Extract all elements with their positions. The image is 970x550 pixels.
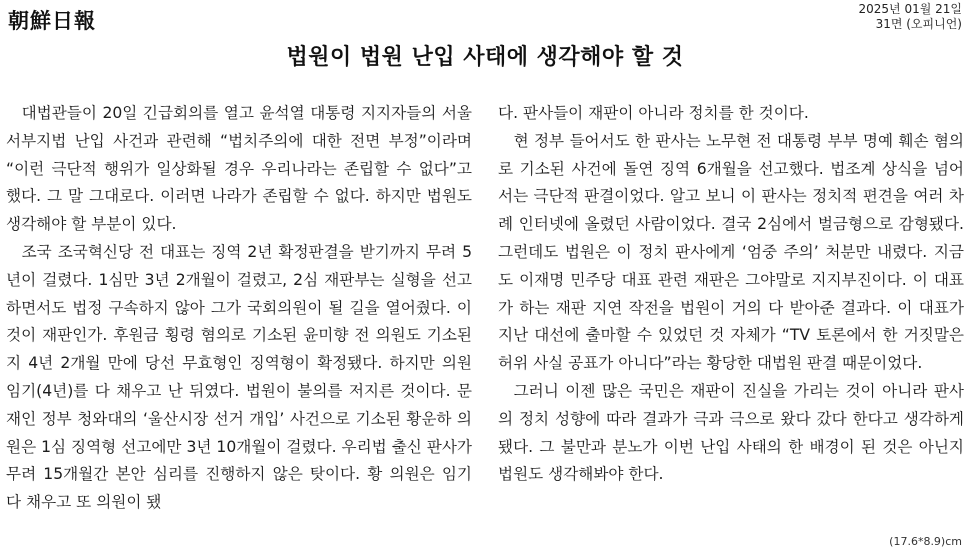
article-headline: 법원이 법원 난입 사태에 생각해야 할 것 xyxy=(286,45,684,70)
article-paragraph: 대법관들이 20일 긴급회의를 열고 윤석열 대통령 지지자들의 서울서부지법 난입 사건과 관련해 “법치주의에 대한 전면 부정”이라며 “이런 극단적 행위가 일상화될 경우 우리나라는 존립할 수 없다”고 했다. 그 말 그대로다. 이러면 나라가 존립할 수 없다. 하지만 법원도 생각해야 할 부분이 있다. xyxy=(6,104,472,234)
article-column-right xyxy=(498,100,964,530)
publication-meta xyxy=(859,2,962,32)
page-section: 31면 (오피니언) xyxy=(875,17,962,31)
article-column-left xyxy=(6,100,472,530)
article-paragraph: 현 정부 들어서도 한 판사는 노무현 전 대통령 부부 명예 훼손 혐의로 기소된 사건에 돌연 징역 6개월을 선고했다. 법조계 상식을 넘어서는 극단적 판결이었다. 알고 보니 이 판사는 정치적 편견을 여러 차례 인터넷에 올렸던 사람이었다. 결국 2심에서 벌금형으로 감형됐다. 그런데도 법원은 이 정치 판사에게 ‘엄중 주의’ 처분만 내렸다. 지금도 이재명 민주당 대표 관련 재판은 그야말로 지지부진이다. 이 대표가 하는 재판 지연 작전을 법원이 거의 다 받아준 결과다. 이 대표가 지난 대선에 출마할 수 있었던 것 자체가 “TV 토론에서 한 거짓말은 허위 사실 공표가 아니다”라는 황당한 대법원 판결 때문이었다. xyxy=(498,131,964,373)
newspaper-masthead: 朝鮮日報 xyxy=(8,8,96,33)
article-paragraph-continued: 다. 판사들이 재판이 아니라 정치를 한 것이다. xyxy=(498,104,809,122)
clipping-size-note: (17.6*8.9)cm xyxy=(889,535,962,548)
article-paragraph: 그러니 이젠 많은 국민은 재판이 진실을 가리는 것이 아니라 판사의 정치 성향에 따라 결과가 극과 극으로 왔다 갔다 한다고 생각하게 됐다. 그 불만과 분노가 이번 난입 사태의 한 배경이 된 것은 아닌지 법원도 생각해봐야 한다. xyxy=(498,381,964,484)
article-body xyxy=(6,100,964,530)
article-paragraph: 조국 조국혁신당 전 대표는 징역 2년 확정판결을 받기까지 무려 5년이 걸렸다. 1심만 3년 2개월이 걸렸고, 2심 재판부는 실형을 선고하면서도 법정 구속하지 않아 그가 국회의원이 될 길을 열어줬다. 이것이 재판인가. 후원금 횡령 혐의로 기소된 윤미향 전 의원도 기소된 지 4년 2개월 만에 당선 무효형인 징역형이 확정됐다. 하지만 의원 임기(4년)를 다 채우고 난 뒤였다. 법원이 불의를 저지른 것이다. 문재인 정부 청와대의 ‘울산시장 선거 개입’ 사건으로 기소된 황운하 의원은 1심 징역형 선고에만 3년 10개월이 걸렸다. 우리법 출신 판사가 무려 15개월간 본안 심리를 진행하지 않은 탓이다. 황 의원은 임기 다 채우고 또 의원이 됐 xyxy=(6,242,473,512)
publication-date: 2025년 01월 21일 xyxy=(858,2,962,16)
